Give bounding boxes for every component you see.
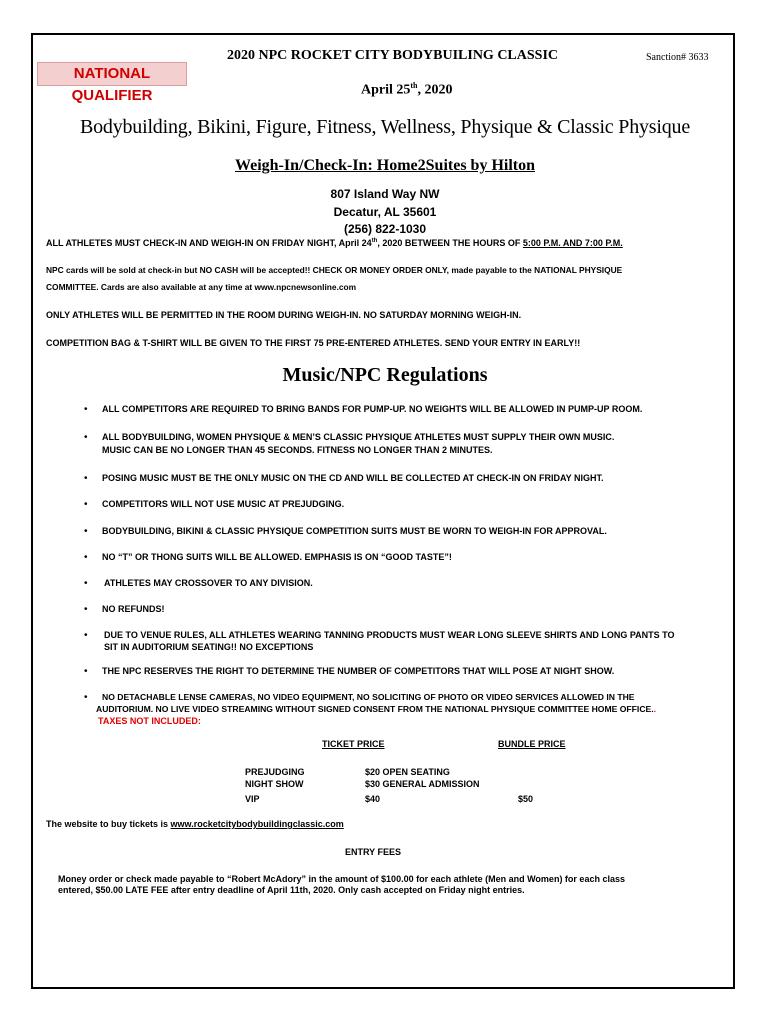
regulation-item: NO DETACHABLE LENSE CAMERAS, NO VIDEO EQUIPMENT, NO SOLICITING OF PHOTO OR VIDEO SERVICES ALLOWED IN THE — [102, 692, 635, 702]
taxes-not-included: TAXES NOT INCLUDED: — [98, 716, 201, 726]
npc-cards-notice-line1: NPC cards will be sold at check-in but NO CASH will be accepted!! CHECK OR MONEY ORDER ONLY, made payable to the NATIONAL PHYSIQUE — [46, 265, 623, 275]
bullet-icon: • — [84, 630, 88, 641]
ticket-price-header: TICKET PRICE — [322, 739, 385, 749]
bullet-icon: • — [84, 692, 88, 703]
checkin-notice-mid: , 2020 BETWEEN THE HOURS OF — [377, 238, 523, 248]
bundle-price-header: BUNDLE PRICE — [498, 739, 566, 749]
event-date-main: April 25 — [361, 82, 411, 98]
entry-fees-line2: entered, $50.00 LATE FEE after entry deadline of April 11th, 2020. Only cash accepted on Friday night entries. — [58, 885, 525, 895]
flyer-page — [31, 33, 735, 989]
divisions-list: Bodybuilding, Bikini, Figure, Fitness, Wellness, Physique & Classic Physique — [79, 116, 691, 138]
regulation-item-continued: MUSIC CAN BE NO LONGER THAN 45 SECONDS. FITNESS NO LONGER THAN 2 MINUTES. — [102, 445, 493, 455]
entry-fees-line1: Money order or check made payable to “Robert McAdory” in the amount of $100.00 for each athlete (Men and Women) for each class — [58, 874, 625, 884]
event-date-year: , 2020 — [417, 82, 453, 98]
regulation-item: ALL BODYBUILDING, WOMEN PHYSIQUE & MEN’S CLASSIC PHYSIQUE ATHLETES MUST SUPPLY THEIR OWN MUSIC. — [102, 432, 615, 442]
regulation-item: ALL COMPETITORS ARE REQUIRED TO BRING BANDS FOR PUMP-UP. NO WEIGHTS WILL BE ALLOWED IN PUMP-UP ROOM. — [102, 404, 643, 414]
event-date-suffix: th — [410, 81, 418, 90]
regulation-item: ATHLETES MAY CROSSOVER TO ANY DIVISION. — [104, 578, 313, 588]
bullet-icon: • — [84, 499, 88, 510]
weigh-in-heading: Weigh-In/Check-In: Home2Suites by Hilton — [234, 157, 536, 174]
ticket-label-prejudging: PREJUDGING — [245, 767, 305, 777]
ticket-price-prejudging: $20 OPEN SEATING — [365, 767, 450, 777]
room-only-notice: ONLY ATHLETES WILL BE PERMITTED IN THE ROOM DURING WEIGH-IN. NO SATURDAY MORNING WEIGH-IN. — [46, 310, 522, 320]
streaming-consent-text: AUDITORIUM. NO LIVE VIDEO STREAMING WITHOUT SIGNED CONSENT FROM THE NATIONAL PHYSIQUE COMMITTEE HOME OFFICE. — [96, 704, 654, 714]
regulation-item: DUE TO VENUE RULES, ALL ATHLETES WEARING TANNING PRODUCTS MUST WEAR LONG SLEEVE SHIRTS AND LONG PANTS TO — [104, 630, 675, 640]
checkin-date-suffix: th — [371, 238, 378, 244]
event-title: 2020 NPC ROCKET CITY BODYBUILING CLASSIC — [227, 48, 559, 63]
bullet-icon: • — [84, 404, 88, 415]
ticket-price-vip: $40 — [365, 794, 381, 804]
ticket-website-link[interactable]: www.rocketcitybodybuildingclassic.com — [170, 819, 344, 829]
regulation-item: NO “T” OR THONG SUITS WILL BE ALLOWED. EMPHASIS IS ON “GOOD TASTE”! — [102, 552, 452, 562]
weigh-in-address-line1: 807 Island Way NW — [330, 187, 440, 201]
ticket-price-night-show: $30 GENERAL ADMISSION — [365, 779, 480, 789]
ticket-label-vip: VIP — [245, 794, 260, 804]
ticket-label-night-show: NIGHT SHOW — [245, 779, 304, 789]
bullet-icon: • — [84, 526, 88, 537]
bullet-icon: • — [84, 578, 88, 589]
regulations-heading: Music/NPC Regulations — [282, 364, 488, 386]
regulation-item-continued — [96, 704, 656, 714]
weigh-in-address-line2: Decatur, AL 35601 — [333, 205, 437, 219]
regulation-item: COMPETITORS WILL NOT USE MUSIC AT PREJUDGING. — [102, 499, 345, 509]
sanction-number: Sanction# 3633 — [646, 52, 709, 63]
bullet-icon: • — [84, 473, 88, 484]
regulation-item: THE NPC RESERVES THE RIGHT TO DETERMINE THE NUMBER OF COMPETITORS THAT WILL POSE AT NIGHT SHOW. — [102, 666, 615, 676]
entry-fees-heading: ENTRY FEES — [345, 847, 402, 857]
red-period: . — [653, 704, 657, 714]
regulation-item: BODYBUILDING, BIKINI & CLASSIC PHYSIQUE COMPETITION SUITS MUST BE WORN TO WEIGH-IN FOR APPROVAL. — [102, 526, 607, 536]
checkin-notice — [46, 238, 623, 248]
bullet-icon: • — [84, 432, 88, 443]
weigh-in-phone: (256) 822-1030 — [343, 222, 427, 236]
national-qualifier-badge: NATIONAL QUALIFIER — [37, 62, 187, 86]
bullet-icon: • — [84, 552, 88, 563]
checkin-notice-text: ALL ATHLETES MUST CHECK-IN AND WEIGH-IN ON FRIDAY NIGHT, April 24 — [46, 238, 372, 248]
bullet-icon: • — [84, 666, 88, 677]
ticket-website-text: The website to buy tickets is — [46, 819, 171, 829]
event-date — [361, 81, 453, 99]
regulation-item: POSING MUSIC MUST BE THE ONLY MUSIC ON THE CD AND WILL BE COLLECTED AT CHECK-IN ON FRIDAY NIGHT. — [102, 473, 604, 483]
npc-cards-notice-line2: COMMITTEE. Cards are also available at any time at www.npcnewsonline.com — [46, 282, 357, 292]
checkin-hours: 5:00 P.M. AND 7:00 P.M. — [522, 238, 623, 248]
regulation-item: NO REFUNDS! — [102, 604, 165, 614]
bullet-icon: • — [84, 604, 88, 615]
competition-bag-notice: COMPETITION BAG & T-SHIRT WILL BE GIVEN TO THE FIRST 75 PRE-ENTERED ATHLETES. SEND YOUR ENTRY IN EARLY!! — [46, 338, 581, 348]
bundle-price-vip: $50 — [518, 794, 534, 804]
regulation-item-continued: SIT IN AUDITORIUM SEATING!! NO EXCEPTIONS — [104, 642, 314, 652]
ticket-website — [46, 819, 344, 829]
